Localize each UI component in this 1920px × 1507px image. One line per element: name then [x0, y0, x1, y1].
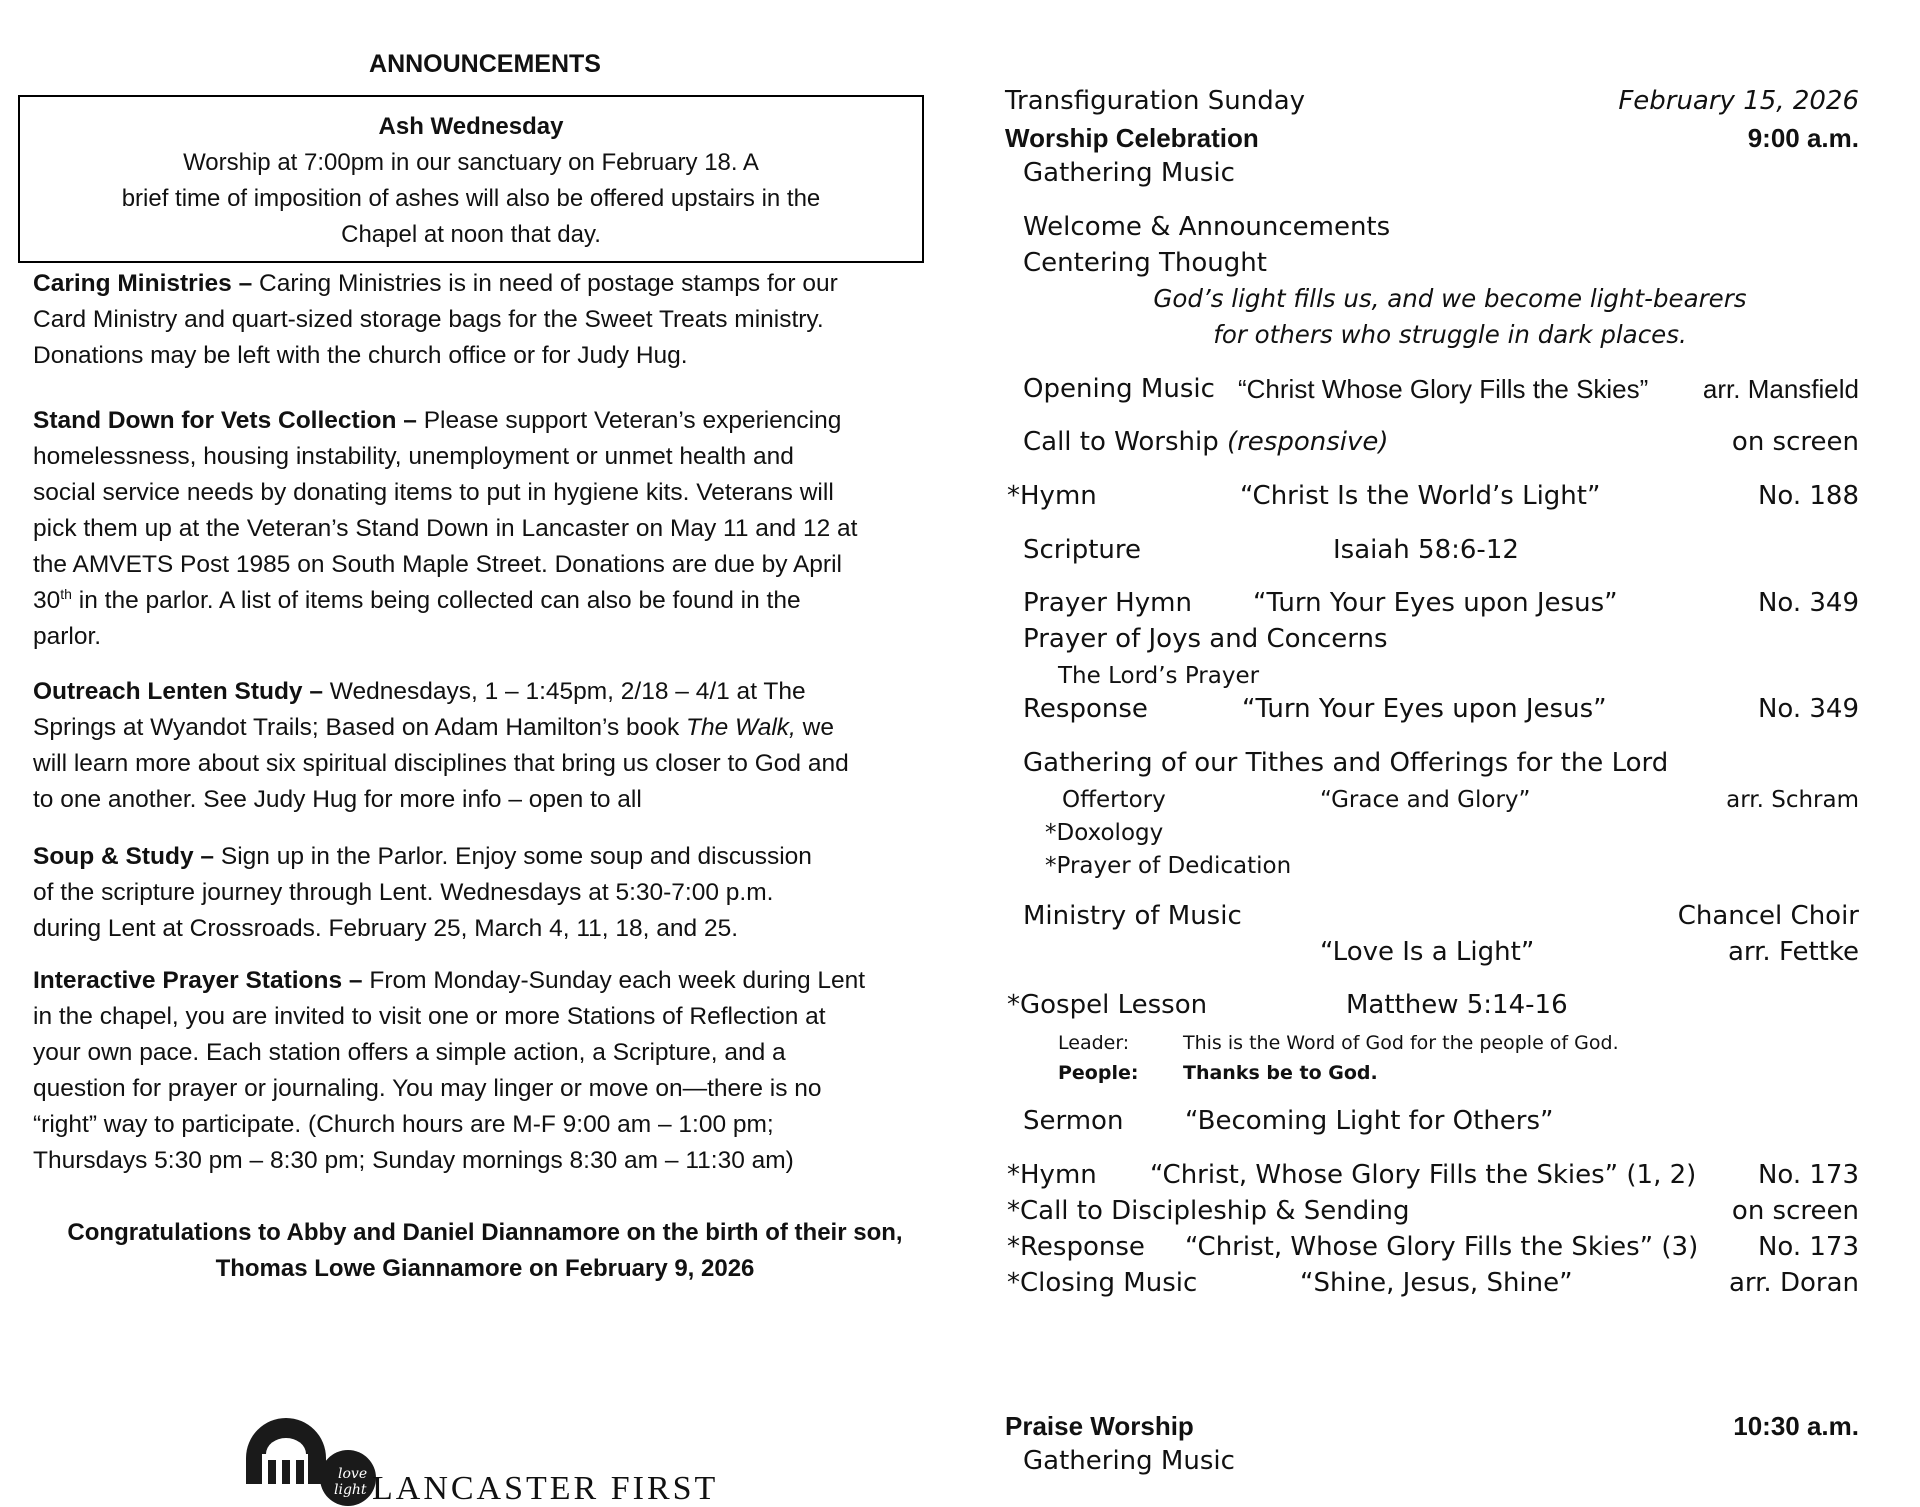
response2-number: No. 173 [1757, 1232, 1859, 1262]
praise-gathering-music: Gathering Music [1023, 1446, 1235, 1476]
soup-heading: Soup & Study – [33, 843, 215, 870]
sending-where: on screen [1731, 1196, 1859, 1226]
response1-number: No. 349 [1757, 694, 1859, 724]
opening-music-title: “Christ Whose Glory Fills the Skies” [1238, 374, 1649, 404]
standdown-line-3: social service needs by donating items to put in hygiene kits. Veterans will [33, 479, 834, 506]
church-logo-icon [244, 1418, 374, 1498]
logo-script-love: love [338, 1466, 368, 1482]
standdown-line-6b: in the parlor. A list of items being collected can also be found in the [71, 587, 801, 614]
prayer-line-3: your own pace. Each station offers a simple action, a Scripture, and a [33, 1039, 786, 1066]
congrats-line-2: Thomas Lowe Giannamore on February 9, 2026 [215, 1255, 755, 1282]
standdown-line-7: parlor. [33, 623, 102, 650]
transfiguration-sunday: Transfiguration Sunday [1005, 86, 1306, 116]
soup-study-announcement [33, 839, 943, 947]
prayer-hymn-label: Prayer Hymn [1023, 588, 1192, 618]
lenten-line-2b: we [795, 714, 834, 741]
service-date: February 15, 2026 [1618, 86, 1859, 116]
leader-label: Leader: [1058, 1032, 1130, 1054]
gospel-label: Gospel Lesson [1020, 990, 1208, 1020]
stand-down-announcement [33, 403, 943, 655]
prayer-hymn-number: No. 349 [1757, 588, 1859, 618]
leader-text: This is the Word of God for the people of God. [1183, 1032, 1619, 1054]
hymn1-number: No. 188 [1757, 481, 1859, 511]
announcements-heading: ANNOUNCEMENTS [369, 50, 601, 78]
prayer-line-6: Thursdays 5:30 pm – 8:30 pm; Sunday mornings 8:30 am – 11:30 am) [33, 1147, 794, 1174]
closing-label: Closing Music [1020, 1268, 1198, 1298]
response2-label: Response [1020, 1232, 1145, 1262]
prayer-stations-announcement [33, 963, 943, 1179]
response1-title: “Turn Your Eyes upon Jesus” [1242, 694, 1607, 724]
soup-line-2: of the scripture journey through Lent. Wednesdays at 5:30-7:00 p.m. [33, 879, 774, 906]
response1-label: Response [1023, 694, 1148, 724]
centering-thought: Centering Thought [1023, 248, 1267, 278]
standdown-line-5: the AMVETS Post 1985 on South Maple Street. Donations are due by April [33, 551, 842, 578]
gospel-reference: Matthew 5:14-16 [1346, 990, 1568, 1020]
ash-wednesday-title: Ash Wednesday [378, 113, 564, 140]
prayer-hymn-title: “Turn Your Eyes upon Jesus” [1253, 588, 1618, 618]
response2-star: * [1007, 1232, 1020, 1262]
worship-time: 9:00 a.m. [1747, 123, 1859, 153]
call-to-worship-label: Call to Worship [1023, 427, 1219, 457]
offertory-label: Offertory [1062, 787, 1166, 813]
prayer-line-1: From Monday-Sunday each week during Lent [362, 967, 866, 994]
lenten-line-2a: Springs at Wyandot Trails; Based on Adam Hamilton’s book [33, 714, 686, 741]
ministry-of-music-label: Ministry of Music [1023, 901, 1242, 931]
praise-worship-heading: Praise Worship [1005, 1411, 1194, 1441]
hymn2-label: Hymn [1020, 1160, 1097, 1190]
hymn1-title: “Christ Is the World’s Light” [1240, 481, 1601, 511]
offertory-title: “Grace and Glory” [1320, 787, 1531, 813]
ash-line-3: Chapel at noon that day. [341, 221, 601, 248]
standdown-line-4: pick them up at the Veteran’s Stand Down in Lancaster on May 11 and 12 at [33, 515, 858, 542]
caring-heading: Caring Ministries – [33, 270, 253, 297]
prayer-joys-concerns: Prayer of Joys and Concerns [1023, 624, 1388, 654]
praise-worship-time: 10:30 a.m. [1733, 1411, 1859, 1441]
logo-script-light: light [334, 1482, 367, 1498]
caring-ministries-announcement [33, 266, 943, 374]
ministry-of-music-arranger: arr. Fettke [1727, 937, 1859, 967]
prayer-heading: Interactive Prayer Stations – [33, 967, 363, 994]
standdown-heading: Stand Down for Vets Collection – [33, 407, 417, 434]
closing-title: “Shine, Jesus, Shine” [1300, 1268, 1573, 1298]
ministry-of-music-performer: Chancel Choir [1677, 901, 1859, 931]
standdown-line-1: Please support Veteran’s experiencing [416, 407, 842, 434]
soup-line-3: during Lent at Crossroads. February 25, March 4, 11, 18, and 25. [33, 915, 738, 942]
gathering-music: Gathering Music [1023, 158, 1235, 188]
standdown-line-2: homelessness, housing instability, unemployment or unmet health and [33, 443, 794, 470]
tithes-offerings: Gathering of our Tithes and Offerings for the Lord [1023, 748, 1669, 778]
response2-title: “Christ, Whose Glory Fills the Skies” (3) [1185, 1232, 1699, 1262]
sermon-title: “Becoming Light for Others” [1185, 1106, 1554, 1136]
sending-label: Call to Discipleship & Sending [1020, 1196, 1410, 1226]
worship-celebration-heading: Worship Celebration [1005, 123, 1259, 153]
prayer-of-dedication: *Prayer of Dedication [1045, 853, 1292, 879]
lenten-line-4: to one another. See Judy Hug for more info – open to all [33, 786, 642, 813]
lenten-book-title: The Walk, [686, 714, 796, 741]
centering-thought-line-1: God’s light fills us, and we become light-bearers [1153, 284, 1747, 313]
ash-line-1: Worship at 7:00pm in our sanctuary on February 18. A [183, 149, 759, 176]
people-text: Thanks be to God. [1183, 1062, 1378, 1084]
soup-line-1: Sign up in the Parlor. Enjoy some soup and discussion [214, 843, 812, 870]
caring-line-2: Card Ministry and quart-sized storage bags for the Sweet Treats ministry. [33, 306, 824, 333]
offertory-arranger: arr. Schram [1726, 787, 1859, 813]
lenten-heading: Outreach Lenten Study – [33, 678, 323, 705]
standdown-line-6-sup: th [60, 585, 72, 602]
ash-wednesday-box [18, 95, 924, 263]
standdown-line-6a: 30 [33, 587, 61, 614]
lords-prayer: The Lord’s Prayer [1058, 663, 1260, 689]
doxology: *Doxology [1045, 820, 1164, 846]
lenten-line-3: will learn more about six spiritual disciplines that bring us closer to God and [33, 750, 849, 777]
call-to-worship-where: on screen [1731, 427, 1859, 457]
scripture-reference: Isaiah 58:6-12 [1333, 535, 1519, 565]
hymn2-star: * [1007, 1160, 1020, 1190]
prayer-line-4: question for prayer or journaling. You may linger or move on—there is no [33, 1075, 822, 1102]
closing-star: * [1007, 1268, 1020, 1298]
caring-line-3: Donations may be left with the church office or for Judy Hug. [33, 342, 688, 369]
caring-line-1: Caring Ministries is in need of postage stamps for our [252, 270, 838, 297]
centering-thought-line-2: for others who struggle in dark places. [1213, 320, 1687, 349]
congrats-line-1: Congratulations to Abby and Daniel Diannamore on the birth of their son, [67, 1219, 903, 1246]
ministry-of-music-title: “Love Is a Light” [1320, 937, 1535, 967]
hymn2-title: “Christ, Whose Glory Fills the Skies” (1, 2) [1150, 1160, 1697, 1190]
prayer-line-5: “right” way to participate. (Church hours are M-F 9:00 am – 1:00 pm; [33, 1111, 774, 1138]
opening-music-arranger: arr. Mansfield [1702, 374, 1859, 404]
hymn1-label: Hymn [1020, 481, 1097, 511]
sermon-label: Sermon [1023, 1106, 1124, 1136]
hymn2-number: No. 173 [1757, 1160, 1859, 1190]
welcome-announcements: Welcome & Announcements [1023, 212, 1391, 242]
lenten-line-1: Wednesdays, 1 – 1:45pm, 2/18 – 4/1 at The [322, 678, 806, 705]
scripture-label: Scripture [1023, 535, 1142, 565]
prayer-line-2: in the chapel, you are invited to visit one or more Stations of Reflection at [33, 1003, 826, 1030]
logo-wordmark: LANCASTER FIRST [372, 1470, 719, 1507]
opening-music-label: Opening Music [1023, 374, 1215, 404]
sending-star: * [1007, 1196, 1020, 1226]
call-to-worship-note: (responsive) [1226, 427, 1389, 457]
gospel-star: * [1007, 990, 1020, 1020]
hymn1-star: * [1007, 481, 1020, 511]
ash-line-2: brief time of imposition of ashes will also be offered upstairs in the [121, 185, 821, 212]
congratulations-note [0, 1215, 970, 1287]
closing-arranger: arr. Doran [1728, 1268, 1859, 1298]
lenten-study-announcement [33, 674, 943, 818]
people-label: People: [1058, 1062, 1139, 1084]
